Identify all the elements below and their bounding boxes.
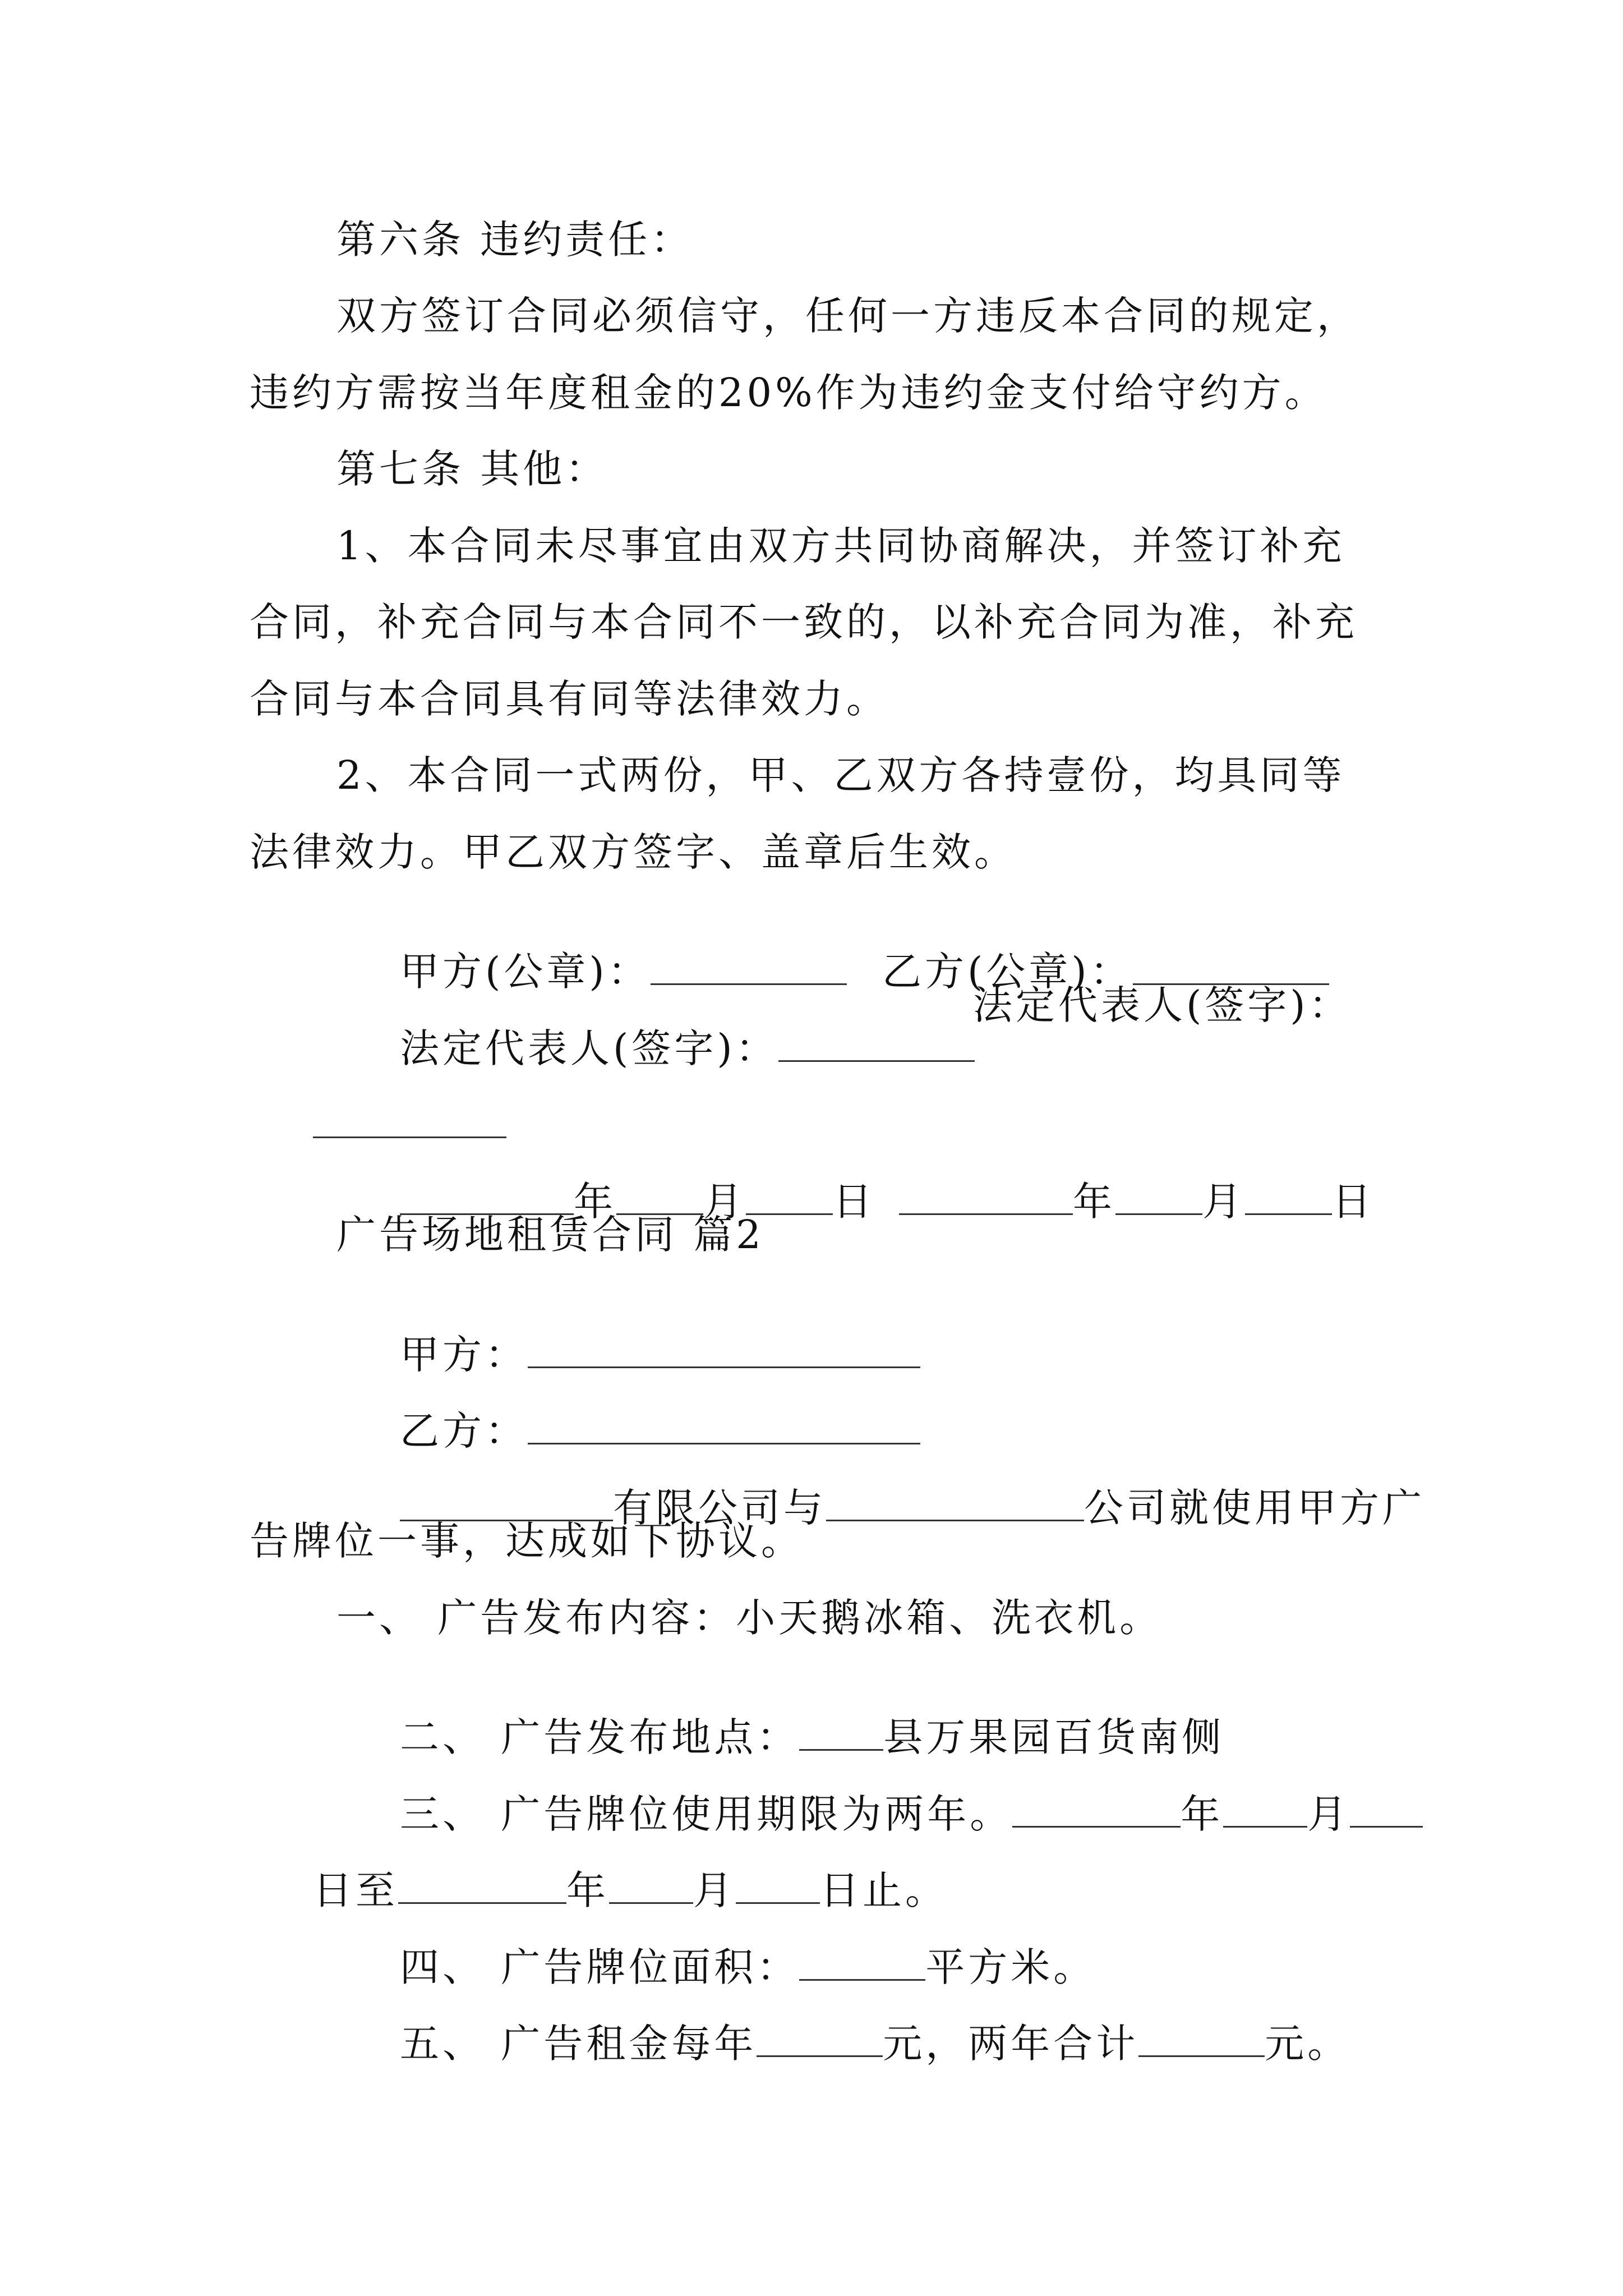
year-blank — [1012, 1791, 1181, 1828]
party-b-label: 乙方： — [400, 1408, 528, 1454]
month-label: 月 — [1307, 1791, 1350, 1837]
text-span: 日至 — [313, 1867, 399, 1913]
party-a-label: 甲方： — [400, 1332, 528, 1378]
paragraph-line: 合同与本合同具有同等法律效力。 — [250, 676, 889, 722]
year-label: 年 — [1073, 1179, 1116, 1225]
company-b-blank — [826, 1484, 1084, 1521]
company-a-blank — [400, 1484, 613, 1521]
text-span: 平方米。 — [925, 1944, 1096, 1990]
article-6-heading: 第六条 违约责任： — [336, 217, 694, 263]
year-label: 年 — [574, 1179, 617, 1225]
year-blank — [398, 1867, 566, 1904]
day-label: 日 — [1332, 1179, 1375, 1225]
month-blank — [1223, 1791, 1307, 1828]
party-a-seal-label: 甲方(公章)： — [400, 949, 651, 995]
party-a-rep-label: 法定代表人(签字)： — [400, 1025, 778, 1071]
day-blank — [746, 1178, 833, 1215]
text-span: 日止。 — [820, 1867, 948, 1913]
annual-rent-blank — [757, 2020, 883, 2057]
county-blank — [799, 1714, 883, 1751]
text-span: 元，两年合计 — [883, 2021, 1139, 2067]
paragraph-line: 法律效力。甲乙双方签字、盖章后生效。 — [250, 829, 1017, 875]
day-blank — [736, 1867, 820, 1904]
month-label: 月 — [1202, 1179, 1246, 1225]
month-blank — [1115, 1178, 1202, 1215]
party-b-blank — [528, 1407, 920, 1444]
paragraph-line: 合同，补充合同与本合同不一致的，以补充合同为准，补充 — [250, 599, 1358, 645]
total-rent-blank — [1138, 2020, 1265, 2057]
month-label: 月 — [693, 1867, 736, 1913]
paragraph-line: 双方签订合同必须信守，任何一方违反本合同的规定， — [336, 293, 1359, 339]
paragraph-line: 2、本合同一式两份，甲、乙双方各持壹份，均具同等 — [336, 752, 1345, 798]
year-blank — [400, 1178, 574, 1215]
paragraph-line: 违约方需按当年度租金的20%作为违约金支付给守约方。 — [250, 370, 1327, 416]
year-blank — [899, 1178, 1073, 1215]
year-label: 年 — [566, 1867, 610, 1913]
day-blank — [1350, 1791, 1423, 1828]
text-span: 县万果园百货南侧 — [883, 1714, 1225, 1760]
party-b-rep-label: 法定代表人(签字)： — [973, 982, 1352, 1028]
month-blank — [616, 1178, 703, 1215]
text-span: 四、 广告牌位面积： — [400, 1944, 800, 1990]
text-span: 公司就使用甲方广 — [1084, 1485, 1426, 1531]
party-b-rep-blank — [313, 1101, 506, 1138]
party-b-seal-label: 乙方(公章)： — [882, 949, 1133, 995]
paragraph-line: 1、本合同未尽事宜由双方共同协商解决，并签订补充 — [336, 523, 1345, 569]
party-a-rep-blank — [778, 1025, 975, 1062]
text-span: 二、 广告发布地点： — [400, 1714, 800, 1760]
article-7-heading: 第七条 其他： — [336, 446, 608, 492]
party-a-seal-blank — [651, 948, 847, 985]
text-span: 五、 广告租金每年 — [400, 2021, 757, 2067]
signing-date-b — [836, 1139, 1375, 1260]
paragraph-line: 告牌位一事，达成如下协议。 — [250, 1518, 804, 1564]
month-label: 月 — [703, 1179, 746, 1225]
day-label: 日 — [833, 1179, 876, 1225]
text-span: 元。 — [1265, 2021, 1350, 2067]
year-label: 年 — [1181, 1791, 1224, 1837]
party-a-blank — [528, 1331, 920, 1368]
month-blank — [609, 1867, 693, 1904]
day-blank — [1245, 1178, 1332, 1215]
clause-5 — [336, 1981, 1350, 2102]
area-blank — [799, 1944, 925, 1981]
text-span: 三、 广告牌位使用期限为两年。 — [400, 1791, 1013, 1837]
text-span: 有限公司与 — [613, 1485, 827, 1531]
party-b-seal-blank — [1133, 948, 1329, 985]
contract-2-title: 广告场地租赁合同 篇2 — [336, 1212, 764, 1258]
clause-1: 一、 广告发布内容：小天鹅冰箱、洗衣机。 — [336, 1595, 1163, 1641]
